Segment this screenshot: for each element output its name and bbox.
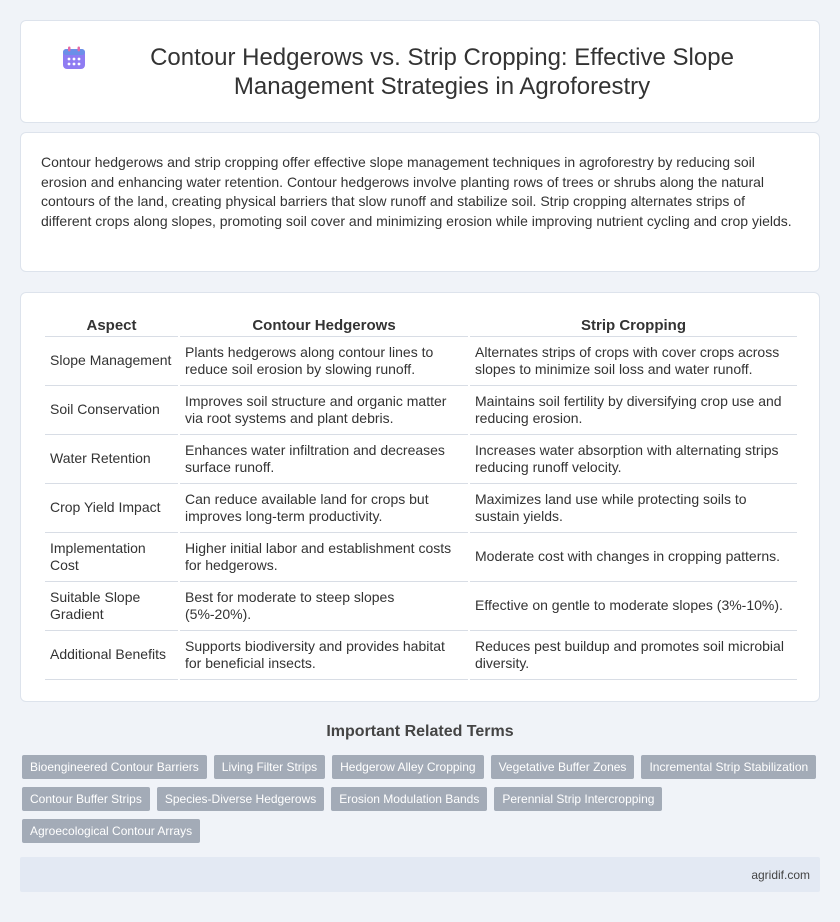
strip-cell: Effective on gentle to moderate slopes (3%-10%).	[470, 582, 797, 631]
related-term-tag[interactable]: Vegetative Buffer Zones	[491, 755, 635, 779]
table-row	[45, 484, 797, 533]
strip-cell: Reduces pest buildup and promotes soil microbial diversity.	[470, 631, 797, 680]
aspect-cell: Implementation Cost	[45, 533, 178, 582]
intro-paragraph: Contour hedgerows and strip cropping offer effective slope management techniques in agroforestry by reducing soil erosion and enhancing water retention. Contour hedgerows involve planting rows of trees or shrubs along the natural contours of the land, creating physical barriers that slow runoff and stabilize soil. Strip cropping alternates strips of different crops along slopes, promoting soil cover and minimizing erosion while improving nutrient cycling and crop yields.	[41, 154, 792, 229]
table-row	[45, 435, 797, 484]
related-terms-list	[22, 755, 822, 843]
related-term-tag[interactable]: Erosion Modulation Bands	[331, 787, 487, 811]
strip-cell: Maintains soil fertility by diversifying crop use and reducing erosion.	[470, 386, 797, 435]
page-title: Contour Hedgerows vs. Strip Cropping: Effective Slope Management Strategies in Agroforestry	[150, 43, 734, 100]
intro-card	[20, 132, 820, 272]
hedgerow-cell: Enhances water infiltration and decreases surface runoff.	[180, 435, 468, 484]
related-term-tag[interactable]: Bioengineered Contour Barriers	[22, 755, 207, 779]
column-header-strip-cropping: Strip Cropping	[470, 313, 797, 337]
comparison-card	[20, 292, 820, 702]
strip-cell: Increases water absorption with alternating strips reducing runoff velocity.	[470, 435, 797, 484]
comparison-table	[43, 313, 799, 680]
title-card	[20, 20, 820, 123]
footer-site-name[interactable]: agridif.com	[751, 867, 810, 882]
aspect-cell: Crop Yield Impact	[45, 484, 178, 533]
strip-cell: Alternates strips of crops with cover crops across slopes to minimize soil loss and water runoff.	[470, 337, 797, 386]
aspect-cell: Additional Benefits	[45, 631, 178, 680]
aspect-cell: Suitable Slope Gradient	[45, 582, 178, 631]
table-row	[45, 337, 797, 386]
table-row	[45, 582, 797, 631]
hedgerow-cell: Higher initial labor and establishment costs for hedgerows.	[180, 533, 468, 582]
table-row	[45, 631, 797, 680]
related-term-tag[interactable]: Species-Diverse Hedgerows	[157, 787, 324, 811]
related-term-tag[interactable]: Incremental Strip Stabilization	[641, 755, 816, 779]
table-row	[45, 533, 797, 582]
strip-cell: Maximizes land use while protecting soils to sustain yields.	[470, 484, 797, 533]
related-terms-heading: Important Related Terms	[326, 723, 514, 740]
aspect-cell: Soil Conservation	[45, 386, 178, 435]
title-wrap	[21, 43, 819, 101]
hedgerow-cell: Can reduce available land for crops but improves long-term productivity.	[180, 484, 468, 533]
footer	[20, 857, 820, 892]
hedgerow-cell: Best for moderate to steep slopes (5%-20%).	[180, 582, 468, 631]
hedgerow-cell: Supports biodiversity and provides habitat for beneficial insects.	[180, 631, 468, 680]
table-header-row	[45, 313, 797, 337]
hedgerow-cell: Plants hedgerows along contour lines to reduce soil erosion by slowing runoff.	[180, 337, 468, 386]
calendar-icon	[61, 45, 87, 71]
column-header-aspect: Aspect	[45, 313, 178, 337]
related-term-tag[interactable]: Perennial Strip Intercropping	[494, 787, 662, 811]
related-term-tag[interactable]: Living Filter Strips	[214, 755, 325, 779]
related-term-tag[interactable]: Contour Buffer Strips	[22, 787, 150, 811]
strip-cell: Moderate cost with changes in cropping patterns.	[470, 533, 797, 582]
aspect-cell: Slope Management	[45, 337, 178, 386]
related-term-tag[interactable]: Hedgerow Alley Cropping	[332, 755, 483, 779]
related-term-tag[interactable]: Agroecological Contour Arrays	[22, 819, 200, 843]
table-row	[45, 386, 797, 435]
aspect-cell: Water Retention	[45, 435, 178, 484]
column-header-contour-hedgerows: Contour Hedgerows	[180, 313, 468, 337]
hedgerow-cell: Improves soil structure and organic matter via root systems and plant debris.	[180, 386, 468, 435]
